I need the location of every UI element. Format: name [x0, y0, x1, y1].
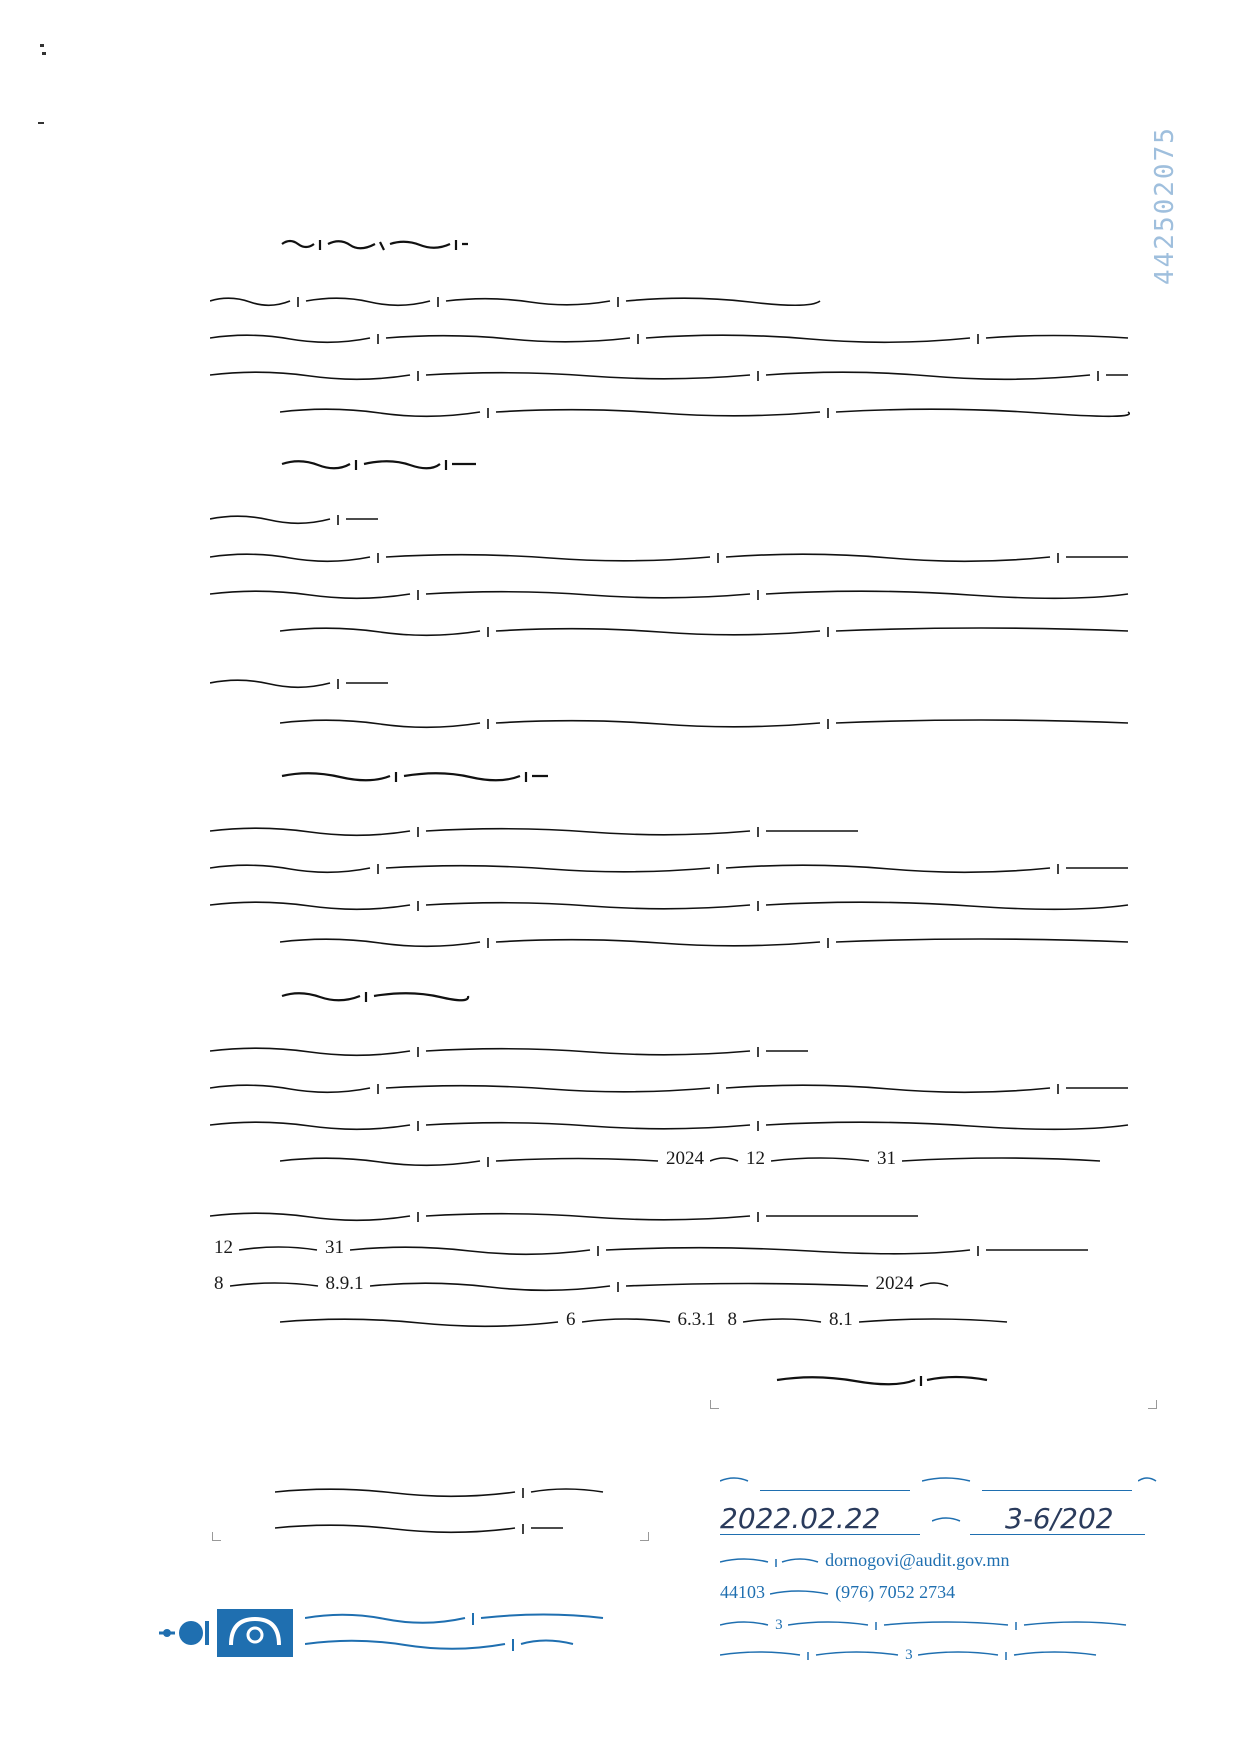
organization-name-line	[305, 1631, 625, 1657]
section-heading	[280, 452, 480, 471]
clause-number: 8.1	[829, 1309, 853, 1330]
mongolian-script-text	[370, 1278, 870, 1292]
corner-mark	[640, 1532, 649, 1541]
mongolian-script-text	[770, 1587, 830, 1601]
year-number: 2024	[875, 1273, 914, 1294]
mongolian-script-text	[280, 934, 1130, 948]
mongolian-script-text	[859, 1314, 1009, 1328]
mongolian-script-text	[210, 586, 1130, 600]
day-number: 12	[214, 1237, 233, 1258]
mongolian-script-text	[280, 404, 1130, 418]
mongolian-script-text	[720, 1618, 770, 1632]
email-row	[720, 1550, 1160, 1582]
mongolian-script-text	[1138, 1474, 1158, 1488]
corner-mark	[212, 1532, 221, 1541]
number-underline	[982, 1490, 1132, 1491]
clause-number: 6	[566, 1309, 576, 1330]
scan-mark	[40, 44, 44, 47]
mongolian-script-text	[275, 1520, 565, 1534]
registration-block	[720, 1468, 1160, 1674]
script-line	[210, 894, 1130, 912]
clause-number: 6.3.1	[677, 1309, 716, 1330]
mongolian-script-text	[775, 1372, 990, 1386]
script-line	[210, 508, 380, 526]
mongolian-script-text	[280, 623, 1130, 637]
script-line	[210, 327, 1130, 345]
mongolian-script-text	[771, 1153, 871, 1167]
script-line	[210, 546, 1130, 564]
mongolian-script-text	[788, 1618, 1128, 1632]
mongolian-script-text	[280, 1153, 660, 1167]
clause-number: 8.9.1	[325, 1273, 364, 1294]
script-line-with-clauses	[208, 1273, 950, 1295]
mongolian-script-text	[720, 1555, 820, 1569]
date-underline	[720, 1534, 920, 1535]
mongolian-script-text	[280, 236, 470, 250]
recipient-line	[275, 1480, 605, 1516]
script-line-with-clauses	[280, 1309, 1009, 1331]
registration-number: 3-6/202	[1005, 1502, 1114, 1535]
mongolian-script-text	[720, 1648, 900, 1662]
mongolian-script-text	[920, 1278, 950, 1292]
address-row	[720, 1614, 1160, 1644]
script-line-with-dates	[208, 1237, 1090, 1259]
number-underline	[970, 1534, 1145, 1535]
registration-filled-row	[720, 1498, 1160, 1542]
mongolian-script-text	[280, 456, 480, 470]
script-line	[210, 1077, 1130, 1095]
mongolian-script-text	[230, 1278, 320, 1292]
clause-number: 8	[214, 1273, 224, 1294]
script-line	[210, 857, 1130, 875]
mongolian-script-text	[305, 1635, 575, 1649]
registration-stamp-number: 442502075	[1150, 126, 1180, 285]
registration-date: 2022.02.22	[720, 1502, 881, 1535]
registration-blank-row	[720, 1468, 1160, 1498]
corner-mark	[710, 1400, 719, 1409]
section-heading	[280, 764, 550, 783]
recipient-line	[275, 1516, 605, 1546]
date-underline	[760, 1490, 910, 1491]
mongolian-script-text	[210, 675, 390, 689]
mongolian-script-text	[582, 1314, 672, 1328]
section-heading	[280, 984, 470, 1003]
mongolian-script-text	[280, 768, 550, 782]
day-number: 12	[746, 1148, 765, 1169]
mongolian-script-text	[743, 1314, 823, 1328]
scan-mark	[38, 122, 44, 124]
recipient-block	[275, 1480, 605, 1546]
mongolian-script-text	[210, 367, 1130, 381]
mongolian-script-text	[280, 1314, 560, 1328]
script-line	[280, 401, 1130, 419]
closing-line	[775, 1368, 990, 1387]
scan-mark	[42, 52, 46, 55]
mongolian-script-text	[305, 1609, 605, 1623]
script-line	[210, 672, 390, 690]
mongolian-script-text	[710, 1153, 740, 1167]
email-text: dornogovi@audit.gov.mn	[825, 1550, 1010, 1570]
phone-number: (976) 7052 2734	[835, 1582, 956, 1602]
script-line	[210, 1040, 810, 1058]
mongolian-script-text	[210, 897, 1130, 911]
organization-name-line	[305, 1605, 625, 1631]
mongolian-script-text	[210, 293, 830, 307]
mongolian-script-text	[210, 1208, 920, 1222]
script-line	[280, 620, 1130, 638]
script-line	[280, 712, 1130, 730]
script-line	[210, 583, 1130, 601]
address-number: 3	[775, 1617, 783, 1633]
mongolian-script-text	[210, 549, 1130, 563]
postal-code: 44103	[720, 1582, 765, 1602]
mongolian-script-text	[210, 1043, 810, 1057]
year-number: 2024	[666, 1148, 704, 1169]
mongolian-script-text	[918, 1648, 1098, 1662]
organization-name	[305, 1605, 625, 1657]
script-line	[210, 290, 830, 308]
script-line	[280, 931, 1130, 949]
mongolian-script-text	[210, 330, 1130, 344]
mongolian-script-text	[902, 1153, 1102, 1167]
mongolian-script-text	[239, 1242, 319, 1256]
mongolian-script-text	[210, 1117, 1130, 1131]
mongolian-script-text	[280, 715, 1130, 729]
clause-number: 8	[727, 1309, 737, 1330]
script-line-with-dates	[280, 1148, 1102, 1170]
mongolian-script-text	[210, 511, 380, 525]
address-row	[720, 1644, 1160, 1674]
mongolian-script-text	[932, 1514, 962, 1528]
mongolian-script-text	[275, 1484, 605, 1498]
phone-row	[720, 1582, 1160, 1614]
mongolian-script-text	[280, 988, 470, 1002]
audit-office-logo	[155, 1605, 295, 1661]
day-number: 31	[877, 1148, 896, 1169]
mongolian-script-text	[210, 860, 1130, 874]
mongolian-script-text	[210, 823, 860, 837]
address-number: 3	[905, 1647, 913, 1663]
section-heading	[280, 232, 470, 251]
mongolian-script-text	[922, 1474, 972, 1488]
mongolian-script-text	[350, 1242, 1090, 1256]
script-line	[210, 820, 860, 838]
corner-mark	[1148, 1400, 1157, 1409]
mongolian-script-text	[720, 1474, 750, 1488]
mongolian-script-text	[210, 1080, 1130, 1094]
day-number: 31	[325, 1237, 344, 1258]
script-line	[210, 1205, 920, 1223]
script-line	[210, 1114, 1130, 1132]
script-line	[210, 364, 1130, 382]
